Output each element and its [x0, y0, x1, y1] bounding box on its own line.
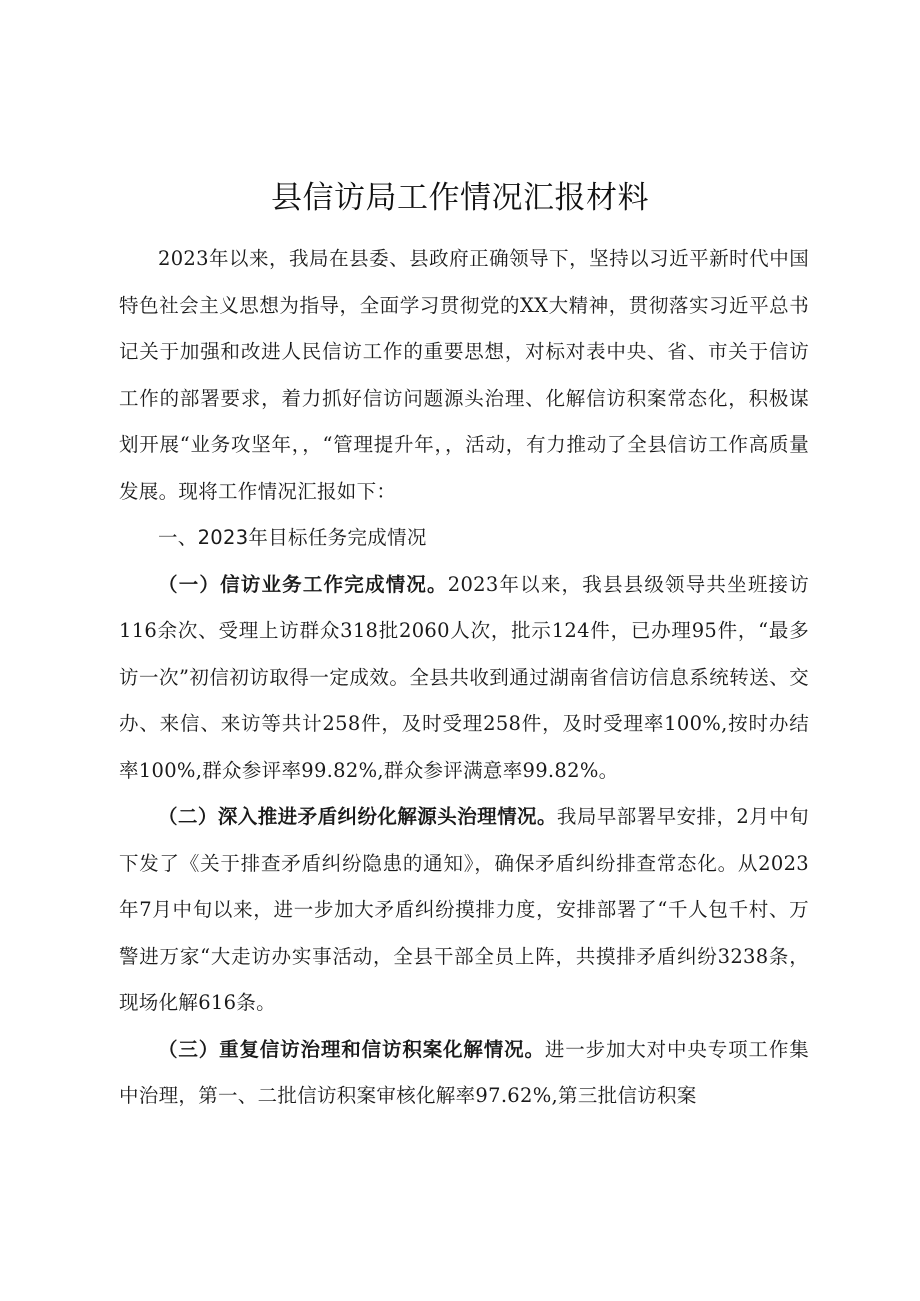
- item-text-2: 我局早部署早安排，2月中旬下发了《关于排查矛盾纠纷隐患的通知》，确保矛盾纠纷排查常态化。从2023年7月中旬以来，进一步加大矛盾纠纷摸排力度，安排部署了“千人包千村、万警进万家“大走访办实事活动，全县干部全员上阵，共摸排矛盾纠纷3238条，现场化解616条。: [119, 805, 809, 1014]
- item-text-1: 2023年以来，我县县级领导共坐班接访116余次、受理上访群众318批2060人次，批示124件，已办理95件，“最多访一次”初信初访取得一定成效。全县共收到通过湖南省信访信息系统转送、交办、来信、来访等共计258件，及时受理258件，及时受理率100%,按时办结率100%,群众参评率99.82%,群众参评满意率99.82%。: [119, 572, 810, 782]
- document-title: 县信访局工作情况汇报材料: [271, 180, 649, 216]
- item-lead-3: （三）重复信访治理和信访积案化解情况。: [158, 1037, 545, 1061]
- item-paragraph-1: [119, 562, 809, 795]
- section-heading: 一、2023年目标任务完成情况: [158, 526, 427, 549]
- item-lead-1: （一）信访业务工作完成情况。: [158, 572, 448, 596]
- document-body: [119, 236, 809, 1120]
- item-lead-2: （二）深入推进矛盾纠纷化解源头治理情况。: [158, 805, 557, 828]
- item-paragraph-2: [119, 794, 809, 1027]
- item-paragraph-3: [119, 1027, 809, 1120]
- intro-paragraph: 2023年以来，我局在县委、县政府正确领导下，坚持以习近平新时代中国特色社会主义思想为指导，全面学习贯彻党的XX大精神，贯彻落实习近平总书记关于加强和改进人民信访工作的重要思想，对标对表中央、省、市关于信访工作的部署要求，着力抓好信访问题源头治理、化解信访积案常态化，积极谋划开展“业务攻坚年，，“管理提升年，，活动，有力推动了全县信访工作高质量发展。现将工作情况汇报如下：: [119, 247, 809, 503]
- item-text-3: 进一步加大对中央专项工作集中治理，第一、二批信访积案审核化解率97.62%,第三批信访积案: [119, 1037, 809, 1107]
